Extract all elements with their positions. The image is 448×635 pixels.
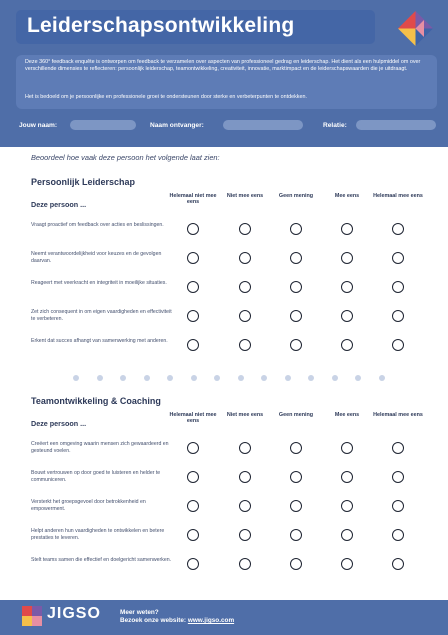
separator-dot [73, 375, 79, 381]
radio-circle-icon[interactable] [290, 223, 302, 235]
radio-circle-icon[interactable] [392, 310, 404, 322]
footer-line-1: Meer weten? [120, 609, 159, 616]
column-header: Helemaal niet mee eens [169, 193, 217, 206]
statement: Helpt anderen hun vaardigheden te ontwikkelen en betere prestaties te leveren. [31, 528, 165, 541]
intro-paragraph-2: Het is bedoeld om je persoonlijke en professionele groei te ondersteunen door sterke en verbeterpunten te ontdekken. [25, 94, 307, 100]
radio-circle-icon[interactable] [239, 223, 251, 235]
radio-circle-icon[interactable] [392, 442, 404, 454]
naam-ontvanger-label: Naam ontvanger: [150, 122, 204, 129]
column-header: Helemaal mee eens [373, 412, 423, 418]
radio-circle-icon[interactable] [239, 281, 251, 293]
footer-logo-text: JIGSO [47, 605, 101, 622]
separator-dot [238, 375, 244, 381]
column-header: Geen mening [278, 193, 314, 199]
separator-dots [0, 373, 448, 383]
radio-circle-icon[interactable] [239, 310, 251, 322]
section-subheader: Deze persoon ... [31, 419, 87, 428]
column-header: Niet mee eens [226, 193, 264, 199]
page-title: Leiderschapsontwikkeling [27, 14, 295, 37]
radio-circle-icon[interactable] [290, 339, 302, 351]
radio-circle-icon[interactable] [239, 558, 251, 570]
radio-circle-icon[interactable] [187, 281, 199, 293]
jouw-naam-label: Jouw naam: [19, 122, 58, 129]
radio-circle-icon[interactable] [392, 281, 404, 293]
radio-circle-icon[interactable] [392, 223, 404, 235]
footer-line-2 [120, 617, 234, 624]
footer-line-2-prefix: Bezoek onze website: [120, 617, 187, 624]
radio-circle-icon[interactable] [341, 339, 353, 351]
radio-circle-icon[interactable] [187, 442, 199, 454]
separator-dot [308, 375, 314, 381]
jouw-naam-input[interactable] [70, 120, 136, 130]
radio-circle-icon[interactable] [392, 500, 404, 512]
separator-dot [97, 375, 103, 381]
separator-dot [332, 375, 338, 381]
column-header: Mee eens [334, 193, 360, 199]
separator-dot [144, 375, 150, 381]
radio-circle-icon[interactable] [239, 252, 251, 264]
radio-circle-icon[interactable] [341, 252, 353, 264]
intro-question: Beoordeel hoe vaak deze persoon het volgende laat zien: [31, 153, 220, 162]
separator-dot [167, 375, 173, 381]
radio-circle-icon[interactable] [187, 558, 199, 570]
separator-dot [355, 375, 361, 381]
separator-dot [191, 375, 197, 381]
radio-circle-icon[interactable] [341, 558, 353, 570]
radio-circle-icon[interactable] [392, 339, 404, 351]
radio-circle-icon[interactable] [392, 252, 404, 264]
radio-circle-icon[interactable] [341, 223, 353, 235]
radio-circle-icon[interactable] [187, 471, 199, 483]
jigso-logo-icon [397, 10, 434, 47]
column-header: Helemaal niet mee eens [169, 412, 217, 425]
jigso-logo-icon [21, 605, 43, 627]
statement: Vraagt proactief om feedback over acties en beslissingen. [31, 222, 164, 228]
section-subheader: Deze persoon ... [31, 200, 87, 209]
column-header: Helemaal mee eens [373, 193, 423, 199]
radio-circle-icon[interactable] [341, 529, 353, 541]
column-header: Geen mening [278, 412, 314, 418]
statement: Zet zich consequent in om eigen vaardigheden en effectiviteit te verbeteren. [31, 309, 172, 322]
column-header: Niet mee eens [226, 412, 264, 418]
relatie-input[interactable] [356, 120, 436, 130]
naam-ontvanger-input[interactable] [223, 120, 303, 130]
radio-circle-icon[interactable] [187, 339, 199, 351]
radio-circle-icon[interactable] [239, 529, 251, 541]
intro-paragraph-1: Deze 360° feedback enquête is ontworpen om feedback te verzamelen over aspecten van professioneel gedrag en leiderschap. Het dient als een hulpmiddel om over verschillende dimensies te reflecteren: persoonlijk leiderschap, teamontwikkeling, creativiteit, innovatie, marktimpact en de leiderschapswaarden die je uitdraagt. [25, 59, 421, 73]
website-link[interactable]: www.jigso.com [187, 617, 235, 624]
section-title: Persoonlijk Leiderschap [31, 177, 136, 187]
radio-circle-icon[interactable] [341, 310, 353, 322]
separator-dot [261, 375, 267, 381]
radio-circle-icon[interactable] [290, 281, 302, 293]
statement: Stelt teams samen die effectief en doelgericht samenwerken. [31, 557, 172, 563]
statement: Bouwt vertrouwen op door goed te luisteren en helder te communiceren. [31, 470, 161, 483]
radio-circle-icon[interactable] [290, 558, 302, 570]
separator-dot [379, 375, 385, 381]
statement: Reageert met veerkracht en integriteit in moeilijke situaties. [31, 280, 167, 286]
radio-circle-icon[interactable] [239, 339, 251, 351]
radio-circle-icon[interactable] [341, 500, 353, 512]
radio-circle-icon[interactable] [239, 471, 251, 483]
radio-circle-icon[interactable] [290, 500, 302, 512]
radio-circle-icon[interactable] [341, 442, 353, 454]
radio-circle-icon[interactable] [187, 310, 199, 322]
separator-dot [285, 375, 291, 381]
radio-circle-icon[interactable] [290, 310, 302, 322]
radio-circle-icon[interactable] [392, 529, 404, 541]
radio-circle-icon[interactable] [341, 281, 353, 293]
radio-circle-icon[interactable] [392, 558, 404, 570]
radio-circle-icon[interactable] [187, 500, 199, 512]
statement: Creëert een omgeving waarin mensen zich gewaardeerd en gesteund voelen. [31, 441, 169, 454]
radio-circle-icon[interactable] [392, 471, 404, 483]
radio-circle-icon[interactable] [341, 471, 353, 483]
radio-circle-icon[interactable] [187, 223, 199, 235]
radio-circle-icon[interactable] [290, 442, 302, 454]
radio-circle-icon[interactable] [290, 529, 302, 541]
column-header: Mee eens [334, 412, 360, 418]
radio-circle-icon[interactable] [290, 252, 302, 264]
statement: Versterkt het groepsgevoel door betrokkenheid en empowerment. [31, 499, 146, 512]
section-title: Teamontwikkeling & Coaching [31, 396, 161, 406]
radio-circle-icon[interactable] [239, 442, 251, 454]
separator-dot [120, 375, 126, 381]
radio-circle-icon[interactable] [239, 500, 251, 512]
radio-circle-icon[interactable] [187, 252, 199, 264]
statement: Erkent dat succes afhangt van samenwerking met anderen. [31, 338, 168, 344]
radio-circle-icon[interactable] [187, 529, 199, 541]
separator-dot [214, 375, 220, 381]
radio-circle-icon[interactable] [290, 471, 302, 483]
statement: Neemt verantwoordelijkheid voor keuzes en de gevolgen daarvan. [31, 251, 162, 264]
relatie-label: Relatie: [323, 122, 347, 129]
